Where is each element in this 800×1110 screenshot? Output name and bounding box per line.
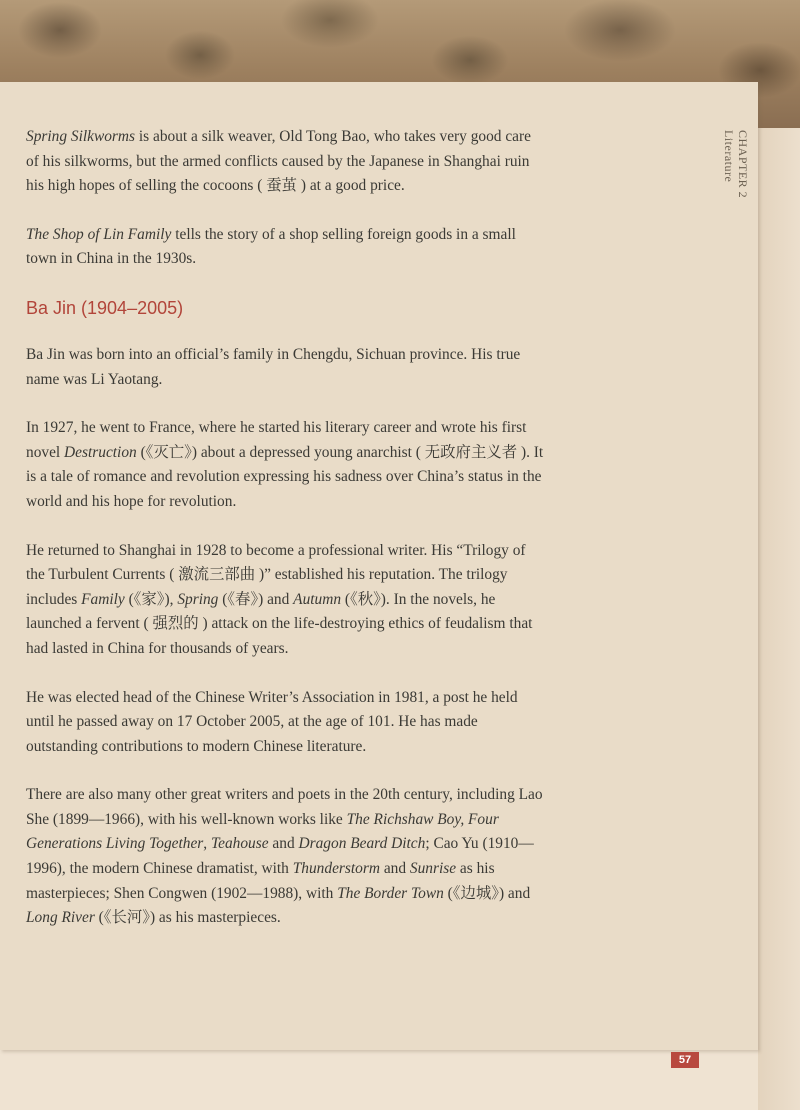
paragraph-text: He was elected head of the Chinese Writer’s Association in 1981, a post he held until he passed away on 17 October 2005, at the age of 101. He has made outstanding contributions to modern Chinese literature. — [26, 688, 518, 755]
paragraph-shop-of-lin-family — [26, 223, 546, 272]
paragraph-text: , — [203, 835, 211, 853]
paragraph-text: (《边城》) and — [443, 884, 531, 902]
paragraph-text: as his masterpieces; Shen Congwen (1902—1988), with — [26, 860, 495, 902]
main-content — [26, 125, 546, 955]
paragraph-ba-jin-association — [26, 686, 546, 760]
paragraph-other-writers — [26, 783, 546, 931]
paragraph-text: tells the story of a shop selling foreign goods in a small town in China in the 1930s. — [26, 225, 516, 268]
italic-title-text: Spring — [177, 590, 219, 608]
italic-title-text: Teahouse — [210, 835, 269, 853]
paragraph-text: (《家》), — [124, 590, 178, 608]
italic-title-text: The Border Town — [337, 884, 444, 902]
italic-title-text: The Richshaw Boy, Four Generations Living Together — [26, 810, 499, 853]
page-number-badge: 57 — [671, 1052, 699, 1068]
italic-title-text: Long River — [26, 909, 95, 927]
italic-title-text: The Shop of Lin Family — [26, 225, 172, 243]
italic-title-text: Dragon Beard Ditch — [298, 835, 426, 853]
paragraph-ba-jin-france — [26, 416, 546, 514]
italic-title-text: Thunderstorm — [292, 860, 380, 878]
paragraph-text: (《长河》) as his masterpieces. — [94, 909, 281, 927]
paragraph-text: (《灭亡》) about a depressed young anarchist ( 无政府主义者 ). It is a tale of romance and revolution expressing his sadness over China’s status in the world and his hope for revolution. — [26, 443, 544, 510]
paragraph-spring-silkworms — [26, 125, 546, 199]
section-heading-ba-jin: Ba Jin (1904–2005) — [26, 297, 184, 318]
paragraph-text: In 1927, he went to France, where he started his literary career and wrote his first novel — [26, 419, 527, 461]
paragraph-text: (《秋》). In the novels, he launched a fervent ( 强烈的 ) attack on the life-destroying ethics of feudalism that had lasted in China for thousands of years. — [26, 590, 533, 657]
chapter-title: Literature — [722, 130, 736, 183]
paragraph-text: (《春》) and — [218, 590, 294, 608]
italic-title-text: Spring Silkworms — [26, 128, 136, 145]
paragraph-text: He returned to Shanghai in 1928 to become a professional writer. His “Trilogy of the Turbulent Currents ( 激流三部曲 )” established his reputation. The trilogy includes — [26, 541, 526, 608]
paragraph-text: There are also many other great writers and poets in the 20th century, including Lao She (1899—1966), with his well-known works like — [26, 786, 543, 828]
italic-title-text: Sunrise — [409, 860, 457, 878]
paragraph-ba-jin-shanghai — [26, 539, 546, 662]
italic-title-text: Autumn — [293, 590, 342, 608]
paragraph-text: ; Cao Yu (1910—1996), the modern Chinese dramatist, with — [26, 835, 534, 878]
chapter-side-label — [722, 130, 750, 198]
paragraph-text: is about a silk weaver, Old Tong Bao, who takes very good care of his silkworms, but the armed conflicts caused by the Japanese in Shanghai ruin his high hopes of selling the cocoons ( 蚕茧 ) at a good price. — [26, 128, 531, 195]
page-edge-strip — [758, 128, 800, 1110]
paragraph-text: Ba Jin was born into an official’s family in Chengdu, Sichuan province. His true name was Li Yaotang. — [26, 345, 521, 388]
italic-title-text: Family — [81, 590, 125, 608]
paragraph-text: and — [379, 860, 410, 878]
paragraph-text: and — [268, 835, 299, 853]
paragraph-ba-jin-birth — [26, 343, 546, 392]
chapter-number: CHAPTER 2 — [736, 130, 750, 199]
italic-title-text: Destruction — [64, 443, 137, 461]
